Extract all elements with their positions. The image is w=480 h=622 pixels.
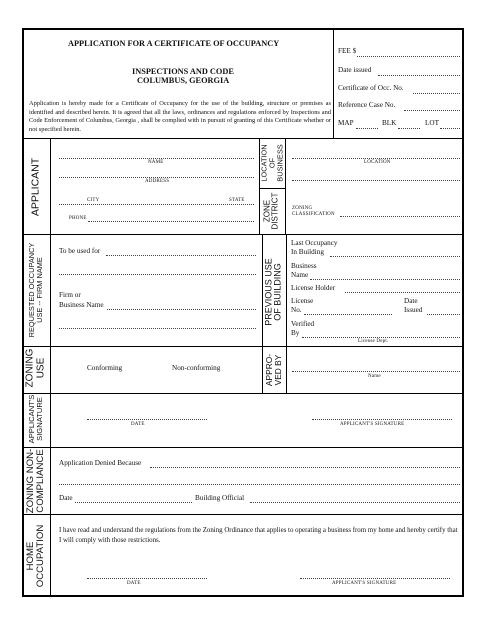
previous-use-section-label [265,258,284,326]
license-no-line[interactable] [304,314,392,315]
business-name-line[interactable] [107,309,256,310]
firm-or-label: Firm or [59,291,81,299]
approved-name-line[interactable] [292,371,460,372]
non-conforming-option[interactable]: Non-conforming [172,364,221,372]
map-label: MAP [338,119,354,127]
state-caption: STATE [229,198,245,203]
zone-district-section-label: ZONE DISTRICT [262,192,280,230]
business-name-prev-label: Name [291,271,309,279]
form-title: APPLICATION FOR A CERTIFICATE OF OCCUPANCY [68,39,280,48]
fee-line[interactable] [357,56,460,57]
previous-label-divider [286,234,287,394]
divider-noncompliance [22,514,464,515]
header-divider [333,28,334,138]
business-name-label: Business Name [59,301,104,309]
name-caption: NAME [148,160,164,165]
zoning-use-section-label [26,349,47,388]
previous-use-text: PREVIOUS USE [263,258,274,326]
lot-label: LOT [425,119,439,127]
divider-zoning [22,393,464,394]
zoning-classification-caption: CLASSIFICATION [292,212,335,217]
date-issued-label: Date issued [338,66,372,74]
approved-by-section-label [265,354,283,386]
license-dept-caption: License Dept. [358,339,389,344]
reference-case-line[interactable] [404,110,460,111]
city-caption: CITY [87,198,100,203]
prev-business-name-line[interactable] [310,279,460,280]
zoning-text: ZONING [24,348,36,388]
home-signature-line[interactable] [300,578,450,579]
denied-because-line-2[interactable] [59,484,460,485]
signature-date-caption: DATE [131,422,145,427]
divider-applicant [22,234,464,235]
applicant-signature-line[interactable] [312,419,452,420]
denied-because-line[interactable] [150,467,460,468]
issued-label: Issued [404,306,423,314]
business-label: Business [291,262,317,270]
location-label-divider [285,138,286,234]
blk-label: BLK [382,119,397,127]
verified-by-label: By [291,329,300,337]
fee-label: FEE $ [338,47,357,55]
issued-line[interactable] [427,314,460,315]
city-name: COLUMBUS, GEORGIA [137,76,230,85]
phone-caption: PHONE [69,216,87,221]
building-official-line[interactable] [250,502,460,503]
building-official-label: Building Official [195,494,245,502]
home-text: HOME [24,541,36,571]
used-for-line[interactable] [106,255,256,256]
license-holder-line[interactable] [345,292,460,293]
name-line[interactable] [59,158,254,159]
approved-name-caption: Name [368,374,381,379]
certificate-number-label: Certificate of Occ. No. [338,84,404,92]
certificate-number-line[interactable] [413,93,460,94]
home-occupation-statement: I have read and understand the regulations from the Zoning Ordinance that applies to operating a business from my home and hereby certify that I will comply with those restrictions. [59,527,458,544]
used-for-line-2[interactable] [59,274,256,275]
location-caption: LOCATION [364,160,391,165]
license-holder-label: License Holder [291,284,336,292]
denied-because-label: Application Denied Because [59,459,142,467]
applicant-section-label: APPLICANT [29,157,42,217]
home-date-caption: DATE [127,581,141,586]
signature-text: SIGNATURE [35,397,44,441]
zoning-non-text: ZONING NON- [24,448,36,514]
occupation-text: OCCUPATION [35,524,46,588]
lot-line[interactable] [440,128,460,129]
department-name: INSPECTIONS AND CODE [132,67,234,76]
applicants-text: APPLICANT'S [27,394,37,444]
signature-date-line[interactable] [87,419,207,420]
intro-paragraph: Application is hereby made for a Certificate of Occupancy for the use of the building, structure or premises as identified and described herein. It is agreed that all the laws, ordinances and regulations enforced by Inspections and Code Enforcement of Columbus, Georgia , shall be complied with in pursuit of granting of this Certificate whether or not specified herein. [29,100,331,133]
applicant-signature-caption: APPLICANT'S SIGNATURE [340,422,405,427]
conforming-option[interactable]: Conforming [87,364,123,372]
license-label: License [291,297,314,305]
divider-requested [22,346,464,347]
location-line[interactable] [292,158,460,159]
noncompliance-date-line[interactable] [75,502,192,503]
zoning-noncompliance-section-label [26,449,46,514]
divider-header [22,138,464,139]
address-line[interactable] [59,177,254,178]
verified-label: Verified [291,320,315,328]
date-label: Date [404,297,418,305]
city-state-line[interactable] [59,204,254,205]
zoning-classification-line[interactable] [340,216,460,217]
ved-by-text: VED BY [273,354,283,386]
zoning-caption: ZONING [292,206,313,211]
verified-by-line[interactable] [302,337,460,338]
phone-line[interactable] [88,221,254,222]
used-for-label: To be used for [59,247,101,255]
location-section-label: LOCATION OF BUSINESS [259,144,284,182]
approved-text: APPRO- [264,353,275,387]
home-signature-caption: APPLICANT'S SIGNATURE [332,581,397,586]
home-date-line[interactable] [87,578,207,579]
label-column-divider [50,138,51,597]
applicant-signature-section-label [28,395,44,444]
firm-name-text: USE -- FIRM NAME [35,257,44,323]
home-occupation-section-label [26,525,46,588]
of-building-text: OF BUILDING [273,263,283,321]
use-text: USE [35,357,46,379]
noncompliance-date-label: Date [59,494,73,502]
divider-signature [22,447,464,448]
in-building-line[interactable] [330,256,460,257]
location-zone-divider [259,188,285,189]
last-occupancy-label: Last Occupancy [291,239,338,247]
map-line[interactable] [356,128,378,129]
blk-line[interactable] [398,128,420,129]
requested-occupancy-text: REQUESTED OCCUPANCY [27,242,37,338]
reference-case-label: Reference Case No. [338,101,396,109]
compliance-text: COMPLIANCE [35,449,46,513]
in-building-label: In Building [291,248,324,256]
business-name-line-2[interactable] [59,328,256,329]
date-issued-line[interactable] [378,75,460,76]
location-line-2[interactable] [292,180,460,181]
requested-occupancy-section-label [28,243,44,338]
address-caption: ADDRESS [145,179,170,184]
license-no-label: No. [291,306,302,314]
